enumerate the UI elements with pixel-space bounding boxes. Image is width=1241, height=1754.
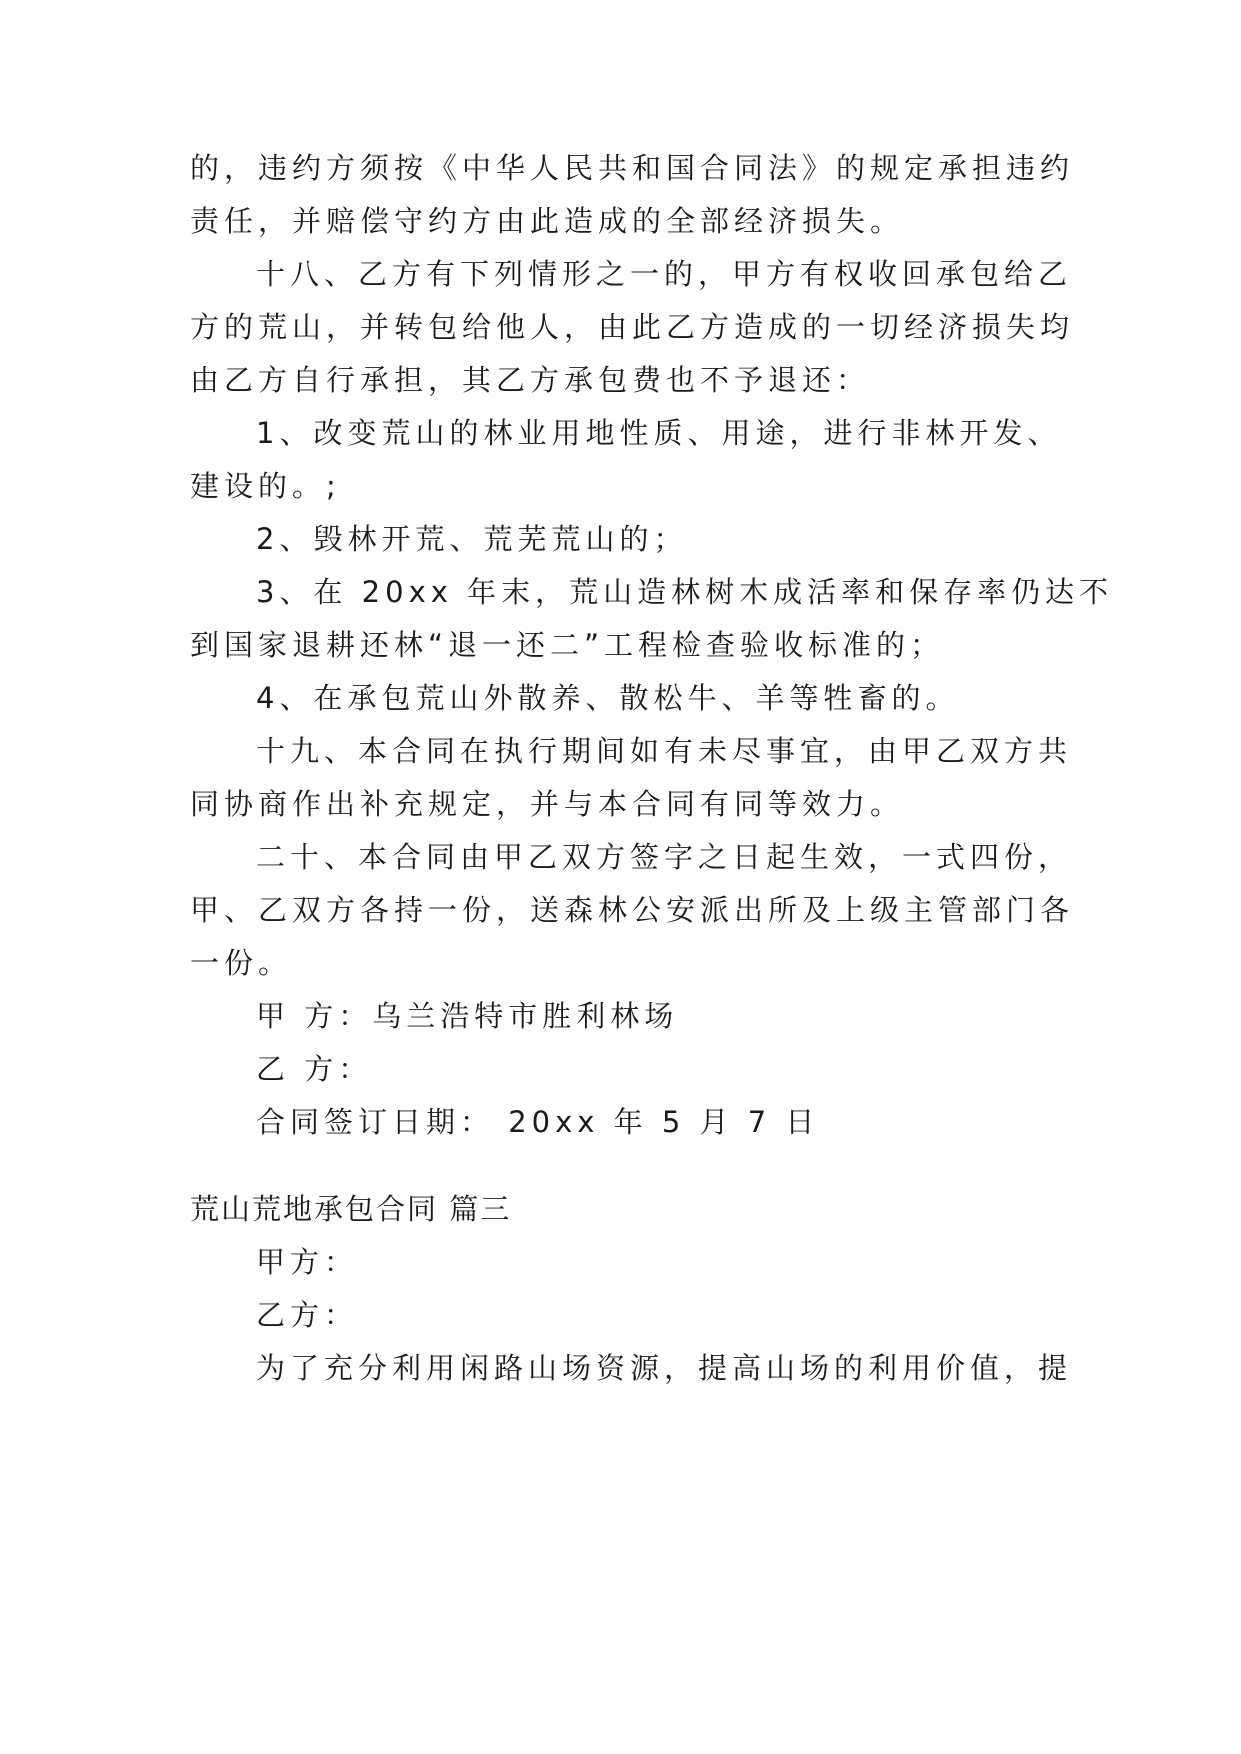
paragraph-line: 到国家退耕还林“退一还二”工程检查验收标准的； [190, 628, 945, 662]
paragraph-line: 由乙方自行承担，其乙方承包费也不予退还： [190, 363, 871, 397]
clause-19-line: 十九、本合同在执行期间如有未尽事宜，由甲乙双方共 [256, 734, 1073, 768]
paragraph-line: 建设的。; [190, 469, 341, 503]
list-item-2: 2、毁林开荒、荒芜荒山的； [256, 522, 688, 556]
paragraph-line: 责任，并赔偿守约方由此造成的全部经济损失。 [190, 204, 905, 238]
list-item-1: 1、改变荒山的林业用地性质、用途，进行非林开发、 [256, 416, 1062, 450]
clause-20-line: 二十、本合同由甲乙双方签字之日起生效，一式四份， [256, 840, 1073, 874]
list-item-3: 3、在 20xx 年末，荒山造林树木成活率和保存率仍达不 [256, 575, 1114, 609]
party-b-label: 乙方： [256, 1298, 359, 1332]
paragraph-line: 一份。 [190, 946, 293, 980]
party-a-signature: 甲 方：乌兰浩特市胜利林场 [256, 999, 679, 1033]
signing-date: 合同签订日期： 20xx 年 5 月 7 日 [256, 1105, 820, 1139]
paragraph-line: 同协商作出补充规定，并与本合同有同等效力。 [190, 787, 905, 821]
paragraph-line: 方的荒山，并转包给他人，由此乙方造成的一切经济损失均 [190, 310, 1075, 344]
party-b-signature: 乙 方： [256, 1052, 373, 1086]
paragraph-line: 甲、乙双方各持一份，送森林公安派出所及上级主管部门各 [190, 893, 1075, 927]
preamble-line: 为了充分利用闲路山场资源，提高山场的利用价值，提 [256, 1351, 1073, 1385]
paragraph-line: 的，违约方须按《中华人民共和国合同法》的规定承担违约 [190, 151, 1075, 185]
party-a-label: 甲方： [256, 1245, 359, 1279]
section-heading: 荒山荒地承包合同 篇三 [190, 1192, 512, 1226]
clause-18-line: 十八、乙方有下列情形之一的，甲方有权收回承包给乙 [256, 257, 1073, 291]
list-item-4: 4、在承包荒山外散养、散松牛、羊等牲畜的。 [256, 681, 960, 715]
